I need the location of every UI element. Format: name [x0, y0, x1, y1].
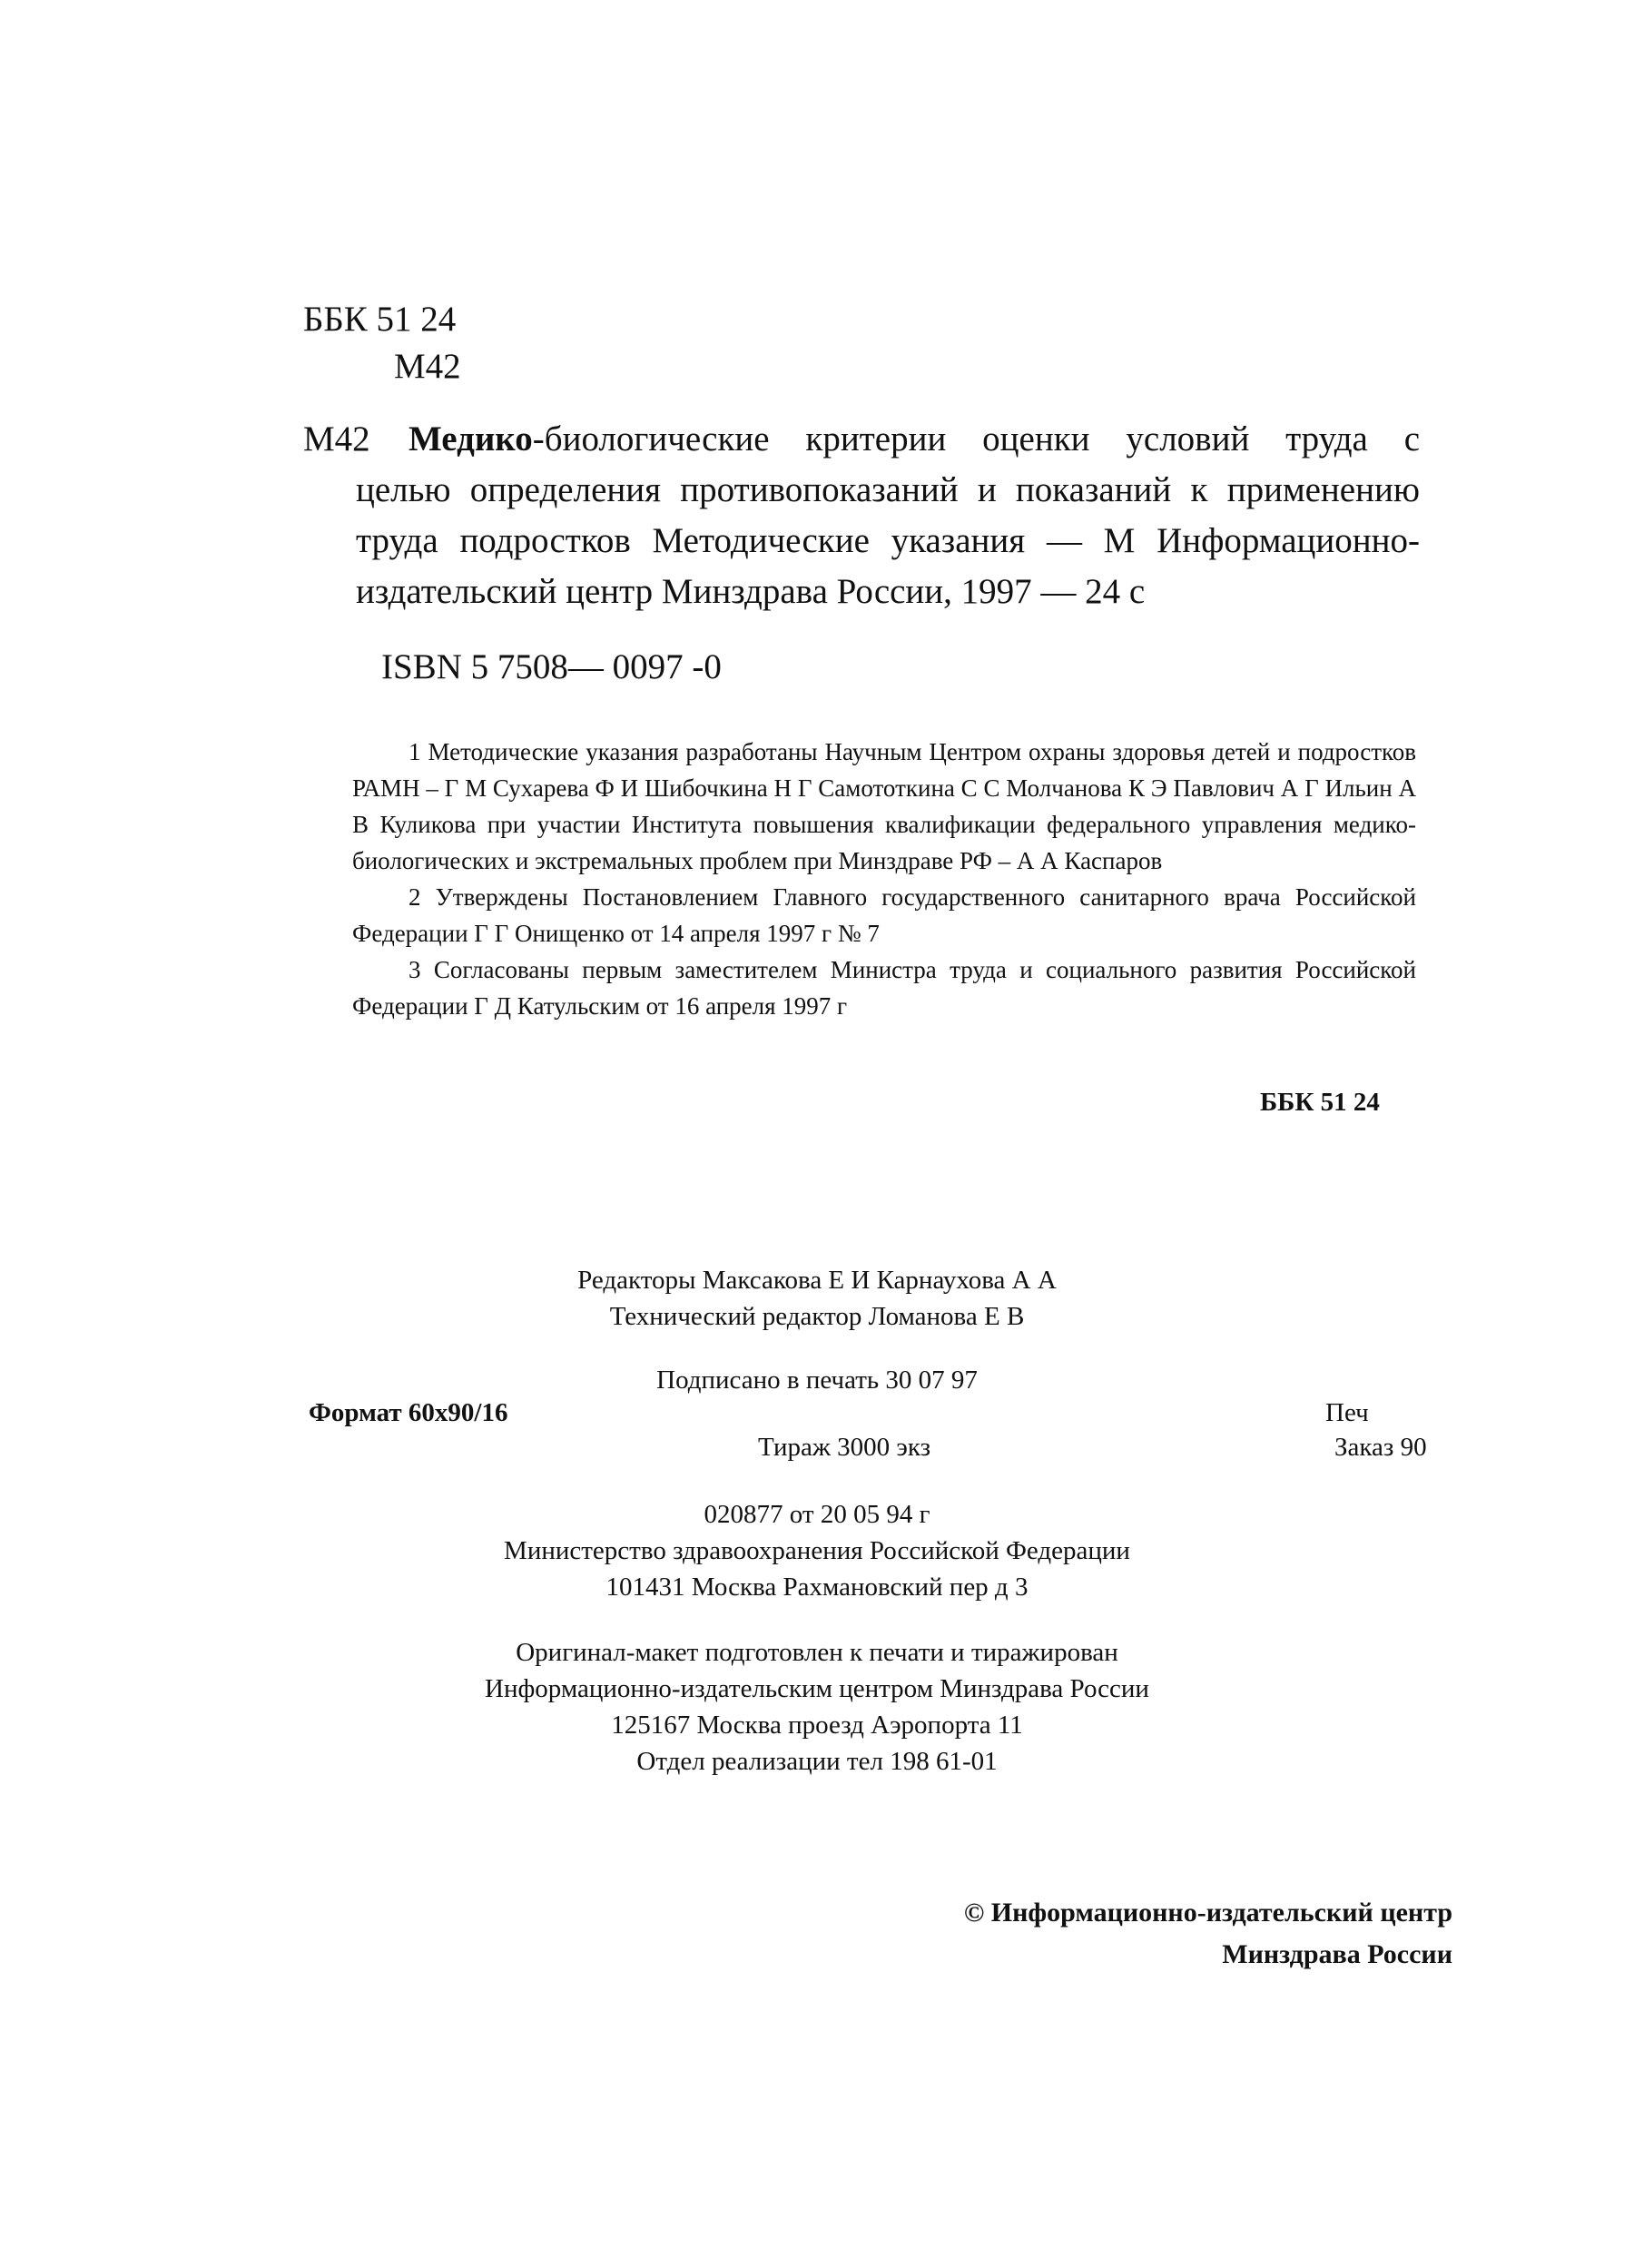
- citation-line-1: -биологические критерии оценки условий труда с: [532, 419, 1420, 459]
- citation-mark: М42: [303, 419, 370, 459]
- copyright-line-2: Минздрава России: [1222, 1939, 1452, 1969]
- credit-agreement: 3 Согласованы первым заместителем Министра труда и социального развития Российской Федерации Г Д Катульским от 16 апреля 1997 г: [352, 956, 1416, 1020]
- isbn: ISBN 5 7508— 0097 -0: [381, 647, 722, 686]
- license-number: 020877 от 20 05 94 г: [704, 1500, 930, 1529]
- sales-department: Отдел реализации тел 198 61-01: [636, 1747, 998, 1776]
- pech: Печ: [1325, 1398, 1369, 1427]
- copyright-block: [964, 1892, 1452, 1976]
- copyright-line-1: © Информационно-издательский центр: [963, 1898, 1452, 1928]
- bibliographic-citation: [303, 414, 1420, 617]
- printing-line-1: Оригинал-макет подготовлен к печати и тиражирован: [516, 1638, 1118, 1667]
- printing-address: 125167 Москва проезд Аэропорта 11: [611, 1711, 1023, 1740]
- printing-block: [0, 1634, 1634, 1780]
- author-mark: М42: [394, 347, 461, 386]
- bbk-bottom: ББК 51 24: [1260, 1088, 1380, 1117]
- print-run: Тираж 3000 экз: [758, 1433, 931, 1462]
- citation-line-4: издательский центр Минздрава России, 1997 — 24 с: [356, 572, 1146, 611]
- ministry-name: Министерство здравоохранения Российской Федерации: [504, 1536, 1130, 1565]
- editors-line: Редакторы Максакова Е И Карнаухова А А: [577, 1266, 1057, 1295]
- printing-line-2: Информационно-издательским центром Минздрава России: [485, 1674, 1149, 1703]
- bbk-code: ББК 51 24: [303, 300, 457, 339]
- license-block: [0, 1496, 1634, 1605]
- editors-block: [0, 1262, 1634, 1335]
- citation-line-2: целью определения противопоказаний и показаний к применению: [356, 470, 1420, 509]
- signed-to-print: Подписано в печать 30 07 97: [656, 1366, 978, 1395]
- tech-editor-line: Технический редактор Ломанова Е В: [609, 1302, 1025, 1331]
- credit-approval: 2 Утверждены Постановлением Главного государственного санитарного врача Российской Федерации Г Г Онищенко от 14 апреля 1997 г № 7: [352, 883, 1416, 947]
- credits-block: [352, 734, 1416, 1024]
- credit-developers: 1 Методические указания разработаны Научным Центром охраны здоровья детей и подростков РАМН – Г М Сухарева Ф И Шибочкина Н Г Самототкина С С Молчанова К Э Павлович А Г Ильин А В Куликова при участии Института повышения квалификации федерального управления медико-биологических и экстремальных проблем при Минздраве РФ – А А Каспаров: [352, 738, 1416, 874]
- order-number: Заказ 90: [1334, 1433, 1427, 1462]
- citation-line-3: труда подростков Методические указания — М Информационно-: [356, 521, 1420, 560]
- format: Формат 60х90/16: [309, 1398, 508, 1427]
- bbk-header: [303, 296, 461, 390]
- ministry-address: 101431 Москва Рахмановский пер д 3: [605, 1573, 1029, 1602]
- citation-title: Медико: [408, 419, 533, 459]
